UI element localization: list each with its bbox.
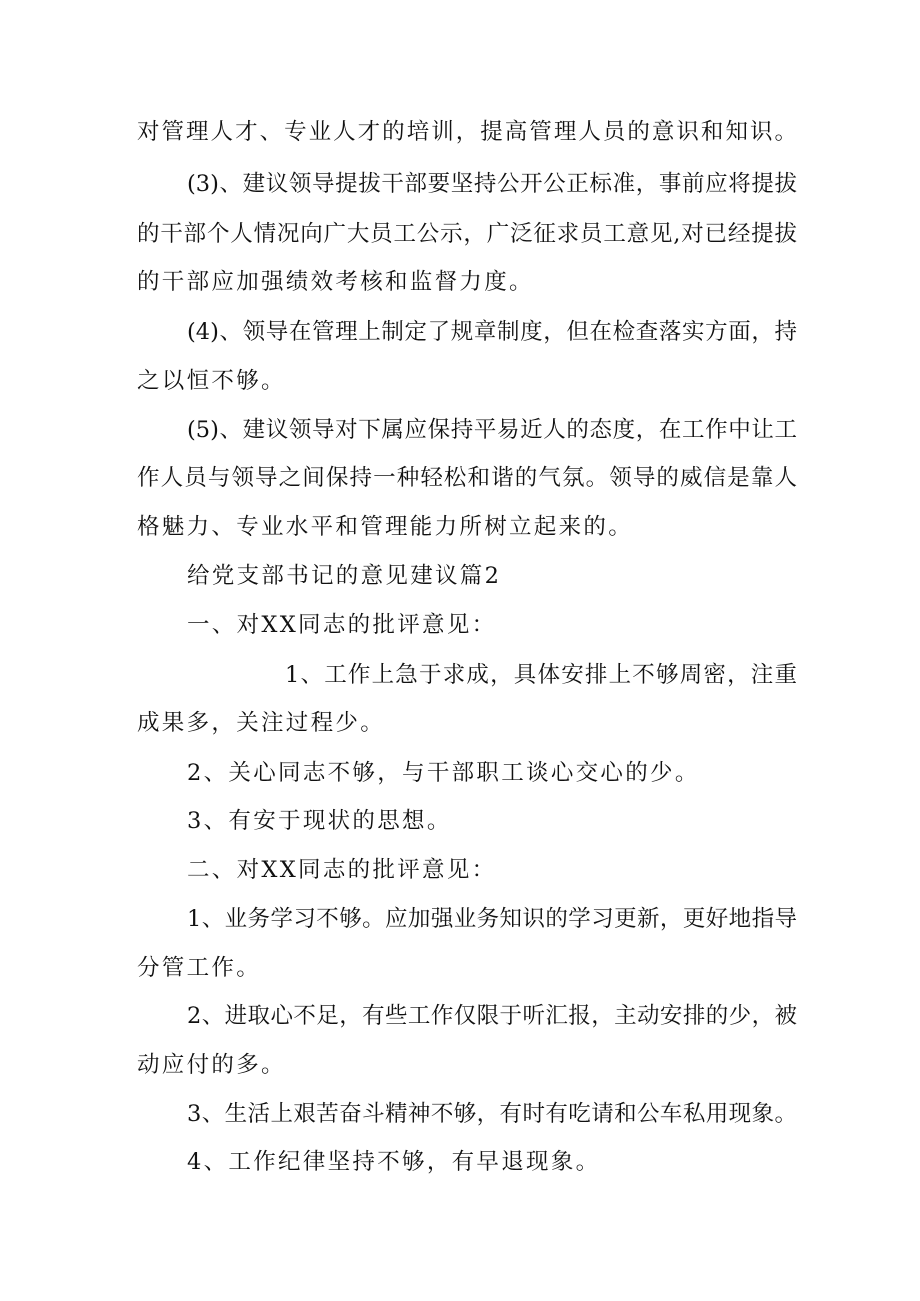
paragraph-line: 成果多，关注过程少。 [137,710,386,736]
paragraph-line: (4)、领导在管理上制定了规章制度，但在检查落实方面，持 [187,319,797,345]
subsection-heading: 一、对XX同志的批评意见： [187,612,497,638]
paragraph-line: 格魅力、专业水平和管理能力所树立起来的。 [137,514,634,540]
paragraph-line: 之以恒不够。 [137,368,286,394]
paragraph-line: 对管理人才、专业人才的培训，提高管理人员的意识和知识。 [137,119,797,145]
paragraph-line: 的干部个人情况向广大员工公示，广泛征求员工意见,对已经提拔 [137,221,797,247]
paragraph-line: 2、进取心不足，有些工作仅限于听汇报，主动安排的少，被 [187,1003,797,1029]
paragraph-line: 1、工作上急于求成，具体安排上不够周密，注重 [285,662,797,688]
paragraph-line: 3、有安于现状的思想。 [187,808,452,834]
paragraph-line: 作人员与领导之间保持一种轻松和谐的气氛。领导的威信是靠人 [137,465,797,491]
section-heading: 给党支部书记的意见建议篇2 [187,563,502,589]
paragraph-line: 分管工作。 [137,955,262,981]
paragraph-line: 动应付的多。 [137,1052,286,1078]
subsection-heading: 二、对XX同志的批评意见： [187,857,497,883]
paragraph-line: (5)、建议领导对下属应保持平易近人的态度，在工作中让工 [187,417,797,443]
paragraph-line: 3、生活上艰苦奋斗精神不够，有时有吃请和公车私用现象。 [187,1101,797,1127]
paragraph-line: (3)、建议领导提拔干部要坚持公开公正标准，事前应将提拔 [187,171,797,197]
paragraph-line: 2、关心同志不够，与干部职工谈心交心的少。 [187,760,700,786]
paragraph-line: 1、业务学习不够。应加强业务知识的学习更新，更好地指导 [187,906,797,932]
paragraph-line: 的干部应加强绩效考核和监督力度。 [137,269,534,295]
paragraph-line: 4、工作纪律坚持不够，有早退现象。 [187,1149,601,1175]
